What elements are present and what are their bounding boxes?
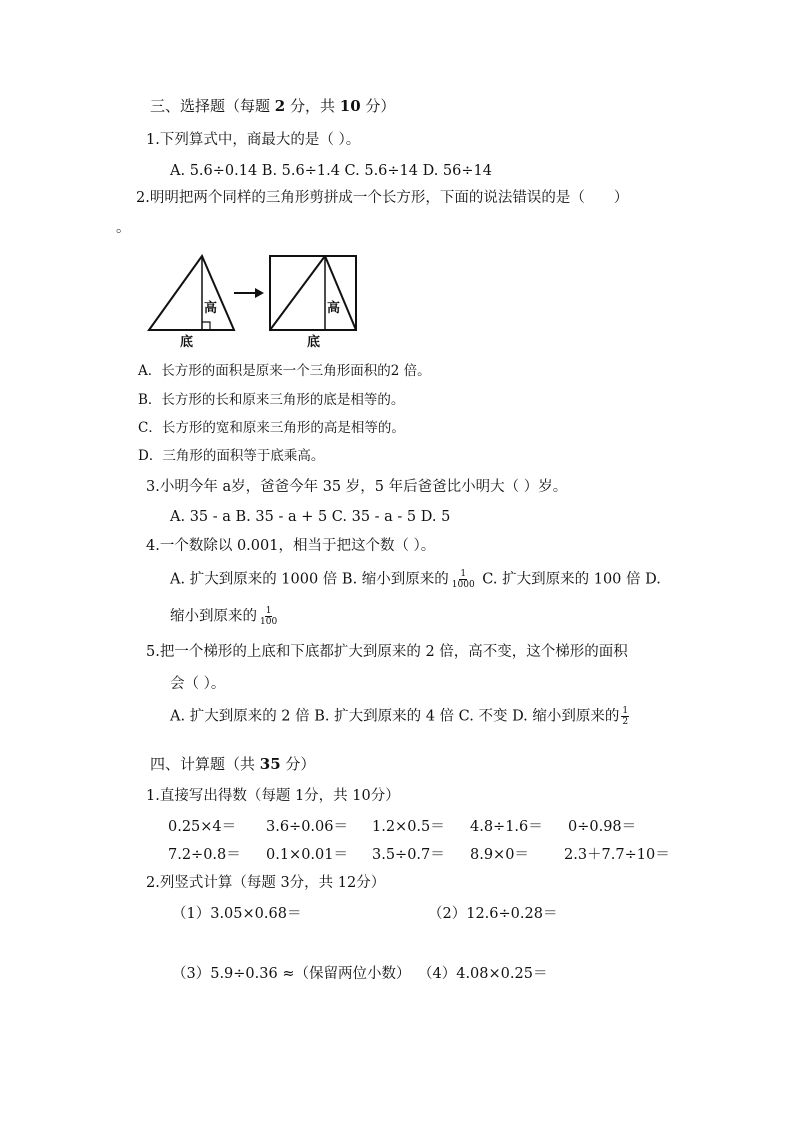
- rectangle-base-label: 底: [307, 335, 321, 350]
- triangle-shape: [149, 256, 234, 330]
- question-4-options-line-2: 缩小到原来的 $\frac{1}{100}$: [170, 606, 278, 627]
- question-5-options: A. 扩大到原来的 2 倍 B. 扩大到原来的 4 倍 C. 不变 D. 缩小到原来的 $\frac{1}{2}$: [170, 706, 629, 727]
- question-2-option-a: A．长方形的面积是原来一个三角形面积的2 倍。: [138, 363, 431, 379]
- right-angle-mark: [202, 322, 210, 330]
- question-4-options-line-1: A. 扩大到原来的 1000 倍 B. 缩小到原来的 $\frac{1}{1000}$ C. 扩大到原来的 100 倍 D.: [170, 569, 661, 590]
- fraction: $\frac{1}{2}$: [622, 706, 629, 727]
- triangle-base-label: 底: [180, 335, 194, 350]
- calc-2-problem-1: （1）3.05×0.68＝: [172, 906, 302, 922]
- rectangle-height-label: 高: [327, 301, 341, 316]
- calc-1-item: 4.8÷1.6＝: [470, 819, 543, 835]
- question-2-option-c: C．长方形的宽和原来三角形的高是相等的。: [138, 420, 405, 436]
- question-2-option-d: D．三角形的面积等于底乘高。: [138, 448, 325, 464]
- rectangle-shape: [270, 256, 356, 330]
- calc-1-item: 8.9×0＝: [470, 847, 529, 863]
- question-3-stem: 3.小明今年 a岁，爸爸今年 35 岁，5 年后爸爸比小明大（ ）岁。: [146, 479, 568, 495]
- question-1-stem: 1.下列算式中，商最大的是（ ）。: [146, 132, 361, 148]
- calc-1-item: 0.25×4＝: [168, 819, 237, 835]
- question-2-option-b: B．长方形的长和原来三角形的底是相等的。: [138, 392, 405, 408]
- calc-1-title: 1.直接写出得数（每题 1分，共 10分）: [146, 788, 400, 804]
- question-5-stem-line-1: 5.把一个梯形的上底和下底都扩大到原来的 2 倍，高不变，这个梯形的面积: [146, 644, 628, 660]
- question-2-stem-end: 。: [116, 220, 131, 236]
- fraction: $\frac{1}{1000}$: [451, 569, 475, 590]
- calc-2-problem-3: （3）5.9÷0.36 ≈（保留两位小数）: [172, 966, 411, 982]
- section-3-title: 三、选择题（每题 2 分，共 10 分）: [150, 97, 396, 115]
- question-3-options: A. 35 - a B. 35 - a + 5 C. 35 - a - 5 D. 5: [170, 509, 451, 525]
- calc-1-item: 0.1×0.01＝: [266, 847, 348, 863]
- question-5-stem-line-2: 会（ ）。: [170, 676, 226, 692]
- triangle-height-label: 高: [204, 301, 218, 316]
- calc-1-item: 3.6÷0.06＝: [266, 819, 348, 835]
- calc-1-item: 0÷0.98＝: [568, 819, 637, 835]
- calc-1-item: 1.2×0.5＝: [372, 819, 445, 835]
- calc-1-item: 3.5÷0.7＝: [372, 847, 445, 863]
- calc-2-title: 2.列竖式计算（每题 3分，共 12分）: [146, 875, 386, 891]
- section-4-title: 四、计算题（共 35 分）: [150, 755, 316, 773]
- arrow-icon: [255, 288, 264, 298]
- calc-2-problem-2: （2）12.6÷0.28＝: [428, 906, 558, 922]
- calc-1-item: 2.3＋7.7÷10＝: [564, 847, 670, 863]
- rectangle-cut-left: [270, 256, 325, 330]
- question-4-stem: 4.一个数除以 0.001，相当于把这个数（ ）。: [146, 538, 436, 554]
- rectangle-cut-right: [325, 256, 356, 330]
- calc-1-item: 7.2÷0.8＝: [168, 847, 241, 863]
- calc-2-problem-4: （4）4.08×0.25＝: [418, 966, 548, 982]
- fraction: $\frac{1}{100}$: [260, 606, 278, 627]
- question-2-stem: 2.明明把两个同样的三角形剪拼成一个长方形，下面的说法错误的是（ ）: [136, 190, 629, 206]
- question-1-options: A. 5.6÷0.14 B. 5.6÷1.4 C. 5.6÷14 D. 56÷14: [170, 163, 492, 179]
- question-2-figure: [142, 250, 382, 350]
